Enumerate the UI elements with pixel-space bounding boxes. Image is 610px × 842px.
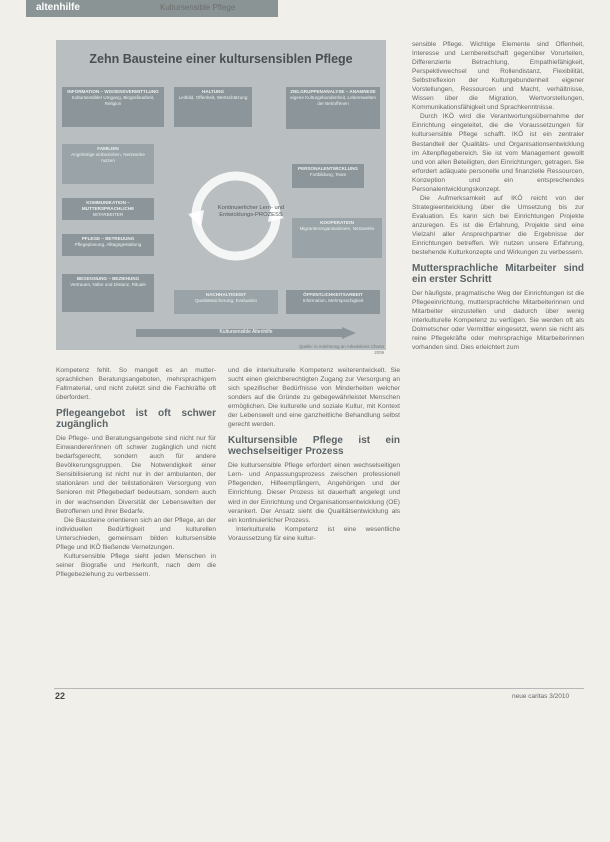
paragraph: Die kultursensible Pflege erfordert einen wechselseitigen Lern- und Anpassungsprozess zwischen professionell Pflegenden, Hilfeempfängern, Angehörigen und der Einrichtung. Dieser Prozess ist dauerhaft angelegt und wird in der Einrichtung und Organisationsentwicklung (OE) verankert. Der Ansatz sieht die Qualitätsentwicklung als ein kontinuierlicher Prozess.	[228, 462, 400, 524]
issue-label: neue caritas 3/2010	[512, 693, 570, 700]
box-personalentwicklung	[292, 164, 364, 188]
paragraph: Kompetenz fehlt. So mangelt es an muttersprachlichen Beratungsangeboten, mehrsprachigem Faltmaterial, und nicht zuletzt sind die Fachkräfte oft überfordert.	[56, 367, 216, 402]
paragraph: Durch IKÖ wird die Verantwortungsübernahme der Einrichtung eingeleitet, die die Voraussetzungen für kultursensible Pflege schafft. IKÖ ist ein zentraler Bestandteil der Qualitäts- und Organisationsentwicklung im Altenpflegebereich. Sie ist vom Management gewollt und von allen Beteiligten, den Einrichtungen, getragen. Sie erfordert adäquate personelle und finanzielle Ressourcen, Konzeption und ein entsprechendes Personalentwicklungskonzept.	[412, 113, 584, 193]
paragraph: und die interkulturelle Kompetenz weiterentwickelt. Sie sucht einen gleichberechtigten Zugang zur Versorgung an sich spezifischer Bedürfnisse von Minderheiten welcher sonders auf die Gründe zu gebegewährleistet Menschen ermöglichen. Die kulturelle und soziale Kultur, mit Kontext der Lebenswelt und eine ganzheitliche Behandlung selbst gerecht werden.	[228, 367, 400, 429]
box-begegnung	[62, 274, 154, 312]
box-zielgruppenanalyse	[286, 87, 380, 129]
column-1	[56, 366, 216, 579]
box-title: KOOPERATION	[320, 220, 354, 225]
box-information	[62, 87, 164, 127]
footer-rule	[54, 688, 584, 689]
figure-title: Zehn Bausteine einer kultursensiblen Pflege	[89, 52, 353, 66]
process-arrow-label: Kultursensible Altenhilfe	[219, 329, 273, 335]
figure-panel	[56, 40, 386, 355]
box-oeffentlichkeitsarbeit	[286, 290, 380, 314]
box-text: Leitbild, Offenheit, Wertschätzung	[178, 95, 248, 100]
column-2	[228, 366, 400, 543]
subheading: Kultursensible Pflege ist ein wechselseitiger Prozess	[228, 435, 400, 458]
subheading: Muttersprachliche Mitarbeiter sind ein erster Schritt	[412, 263, 584, 286]
box-title: ÖFFENTLICHKEITSARBEIT	[303, 292, 363, 297]
box-text: Kultursensibler Umgang, Biografiearbeit, Religion	[71, 95, 155, 106]
subheading: Pflegeangebot ist oft schwer zugänglich	[56, 408, 216, 431]
paragraph: sensible Pflege. Wichtige Elemente sind Offenheit, Interesse und Lernbereitschaft gegenüber Vorurteilen, Differenzierte Betrachtung, Empathiefähigkeit, Perspektivwechsel und Rollendistanz, Flexibilität, Selbstreflexion der Kulturgebundenheit eigener Vorstellungen, Ressourcen und Macht, verhältnisse, Wissen über die Migration, Wertvorstellungen, Kommunikationsfähigkeit und Sprachkenntnisse.	[412, 41, 584, 112]
box-haltung	[174, 87, 252, 127]
cycle-center-label: Kontinuierlicher Lern- und Entwicklungs-PROZESS	[217, 205, 285, 219]
box-familien	[62, 144, 154, 184]
paragraph: Der häufigste, pragmatische Weg der Einrichtungen ist die Pflegeeinrichtung, muttersprachliche Mitarbeiterinnen und Mitarbeiter einzustellen und dadurch über wenig interkulturelle Kompetenz zu verfügen. Sie werden oft als Dolmetscher oder Vermittler eingesetzt, wenn sie nicht als reine Pflegekräfte oder mehrsprachige Mitarbeiterinnen vorhanden sind. Dies erleichtert zum	[412, 290, 584, 352]
box-kommunikation	[62, 198, 154, 220]
box-nachhaltigkeit	[174, 290, 278, 314]
figure-source: Quelle: in Anlehnung an Arbeitskreis Charta 2009	[299, 344, 384, 355]
page-number: 22	[55, 691, 66, 701]
box-title: NACHHALTIGKEIT	[205, 292, 247, 297]
box-text: Fortbildung, Team	[309, 172, 347, 177]
box-title: BEGEGNUNG – BEZIEHUNG	[76, 276, 140, 281]
box-title: FAMILIEN	[97, 146, 119, 151]
box-text: Pflegeplanung, Alltagsgestaltung	[74, 242, 142, 247]
section-topic: Kultursensible Pflege	[160, 3, 236, 12]
box-text: Information, Mehrsprachigkeit	[302, 298, 364, 303]
box-text: Migrantenorganisationen, Netzwerke	[299, 226, 375, 231]
box-title: ZIELGRUPPENANALYSE – ANAMNESE	[290, 89, 376, 94]
box-text: Qualitätssicherung, Evaluation	[194, 298, 258, 303]
box-title: PFLEGE – BETREUUNG	[81, 236, 135, 241]
box-title: PERSONALENTWICKLUNG	[298, 166, 358, 171]
box-pflege-betreuung	[62, 234, 154, 256]
column-3-top	[412, 40, 584, 352]
box-text: Vertrauen, Nähe und Distanz, Rituale	[70, 282, 146, 287]
paragraph: Die Bausteine orientieren sich an der Pflege, an der individuellen Bedürftigkeit und kulturellen Unterschieden, gemeinsam bilden kultursensible Pflege und IKÖ fließende Vernetzungen.	[56, 516, 216, 551]
paragraph: Die Pflege- und Beratungsangebote sind nicht nur für Einwanderer/innen oft schwer zugänglich und nicht bedarfsgerecht, sondern auch für andere Bevölkerungsgruppen. Die Notwendigkeit einer Sensibilisierung ist nicht nur in der ambulanten, der stationären und der teilstationären Versorgung von Senioren mit Pflegebedarf bedeutsam, sondern auch in der wachsenden Diversität der Lebenswelten der Betroffenen und ihrer Bedarfe.	[56, 435, 216, 515]
paragraph: Kultursensible Pflege sieht jeden Menschen in seiner Biografie und Herkunft, nach dem die Pflegebeziehung zu verbessern.	[56, 552, 216, 578]
box-title: HALTUNG	[201, 89, 225, 94]
box-text: eigene Kulturgebundenheit, Lebenswelten der Betroffenen	[290, 95, 376, 106]
box-text: Angehörige einbeziehen, Netzwerke nutzen	[71, 152, 145, 163]
box-kooperation	[292, 218, 382, 258]
box-title: KOMMUNIKATION – MUTTERSPRACHLICHE	[81, 200, 135, 211]
paragraph: Interkulturelle Kompetenz ist eine wesentliche Voraussetzung für eine kultur-	[228, 525, 400, 542]
paragraph: Die Aufmerksamkeit auf IKÖ reicht von der Strategieentwicklung über die Umsetzung bis zur Evaluation. Es kann sich bei Einrichtungen Projekte anzuregen. Es ist die Erfahrung, Projekte sind eine Vielzahl aller Ansprechpartner die Ergebnisse der Einrichtungen betreffen. Wir nutzen unsere Erfahrung, bestehende Kulturkonzepte und Wirkungen zu verbessern.	[412, 194, 584, 257]
box-text: MITARBEITER	[92, 212, 124, 217]
process-arrow-label-wrap	[136, 327, 356, 339]
box-title: INFORMATION – WISSENSVERMITTLUNG	[67, 89, 159, 94]
section-brand: altenhilfe	[36, 2, 80, 13]
